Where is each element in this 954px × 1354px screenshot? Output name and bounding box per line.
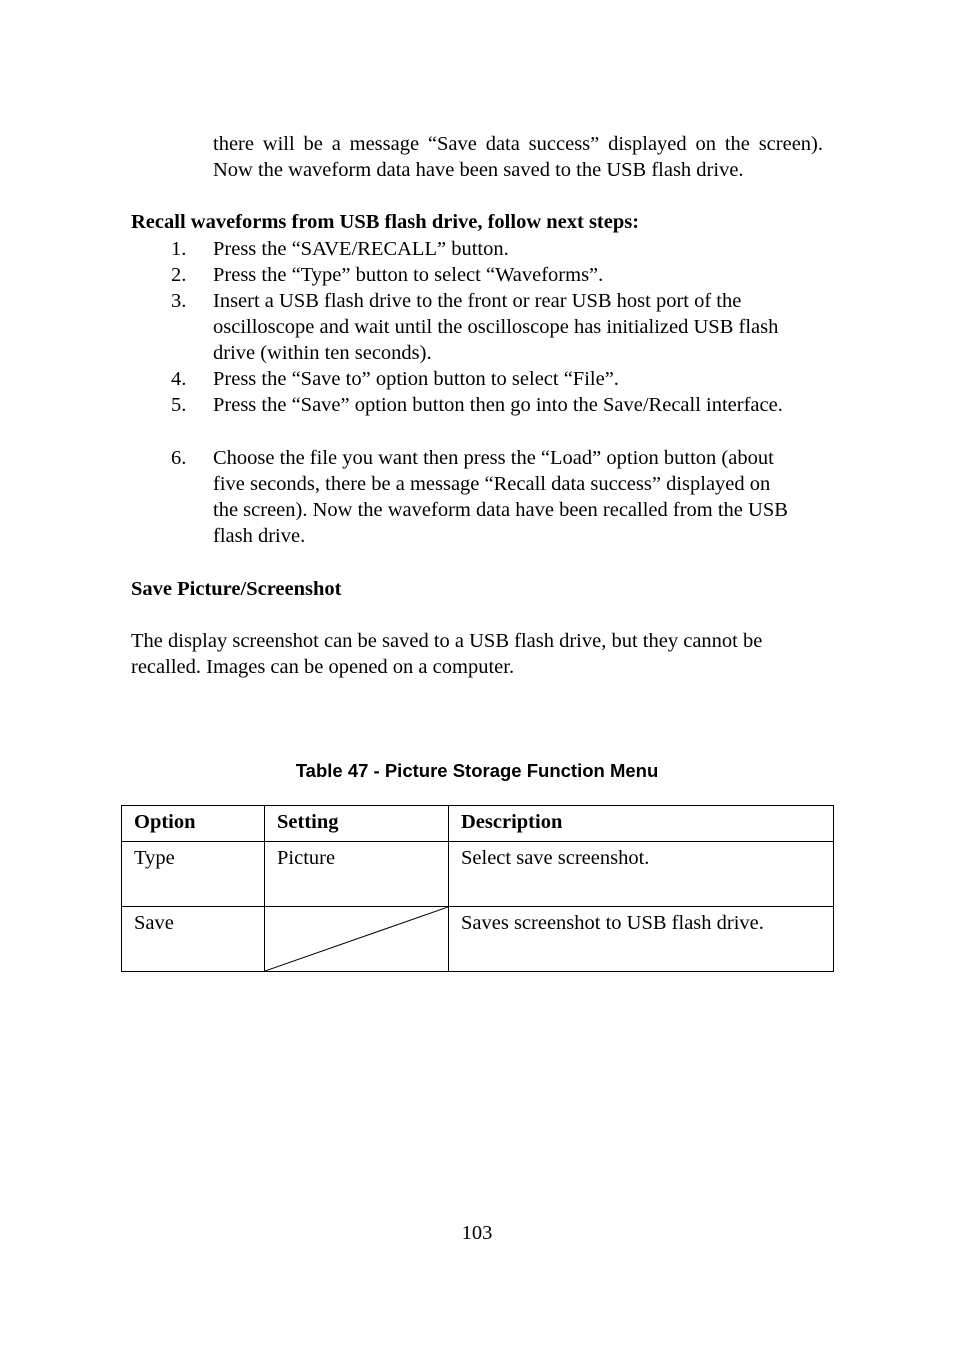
cell-setting: Picture [265,842,449,907]
step-number: 1. [171,238,187,260]
step-number: 4. [171,368,187,390]
page-number: 103 [461,1222,493,1244]
step-text: Press the “Type” button to select “Waveforms”. [213,264,604,286]
table-caption: Table 47 - Picture Storage Function Menu [295,760,659,781]
table-row [122,907,834,972]
cell-description: Saves screenshot to USB flash drive. [449,907,834,972]
picture-storage-table [121,805,834,972]
step-text: Press the “SAVE/RECALL” button. [213,238,509,260]
step-number: 3. [171,290,187,312]
save-picture-heading: Save Picture/Screenshot [131,578,342,600]
continuation-paragraph: there will be a message “Save data success” displayed on the screen). Now the waveform data have been saved to the USB flash drive. [213,133,823,181]
save-picture-paragraph: The display screenshot can be saved to a USB flash drive, but they cannot be recalled. Images can be opened on a computer. [131,630,763,678]
step-text: Insert a USB flash drive to the front or rear USB host port of the oscilloscope and wait until the oscilloscope has initialized USB flash drive (within ten seconds). [213,290,779,364]
step-number: 2. [171,264,187,286]
header-setting: Setting [265,806,449,842]
table-row [122,842,834,907]
step-text: Choose the file you want then press the “Load” option button (about five seconds, there be a message “Recall data success” displayed on the screen). Now the waveform data have been recalled from the USB flash drive. [213,447,788,547]
step-text: Press the “Save to” option button to select “File”. [213,368,619,390]
table-header-row [122,806,834,842]
cell-description: Select save screenshot. [449,842,834,907]
cell-setting-not-applicable [265,907,449,972]
cell-option: Save [122,907,265,972]
diagonal-slash [265,907,448,971]
step-number: 6. [171,447,187,469]
step-number: 5. [171,394,187,416]
header-option: Option [122,806,265,842]
recall-heading: Recall waveforms from USB flash drive, follow next steps: [131,211,640,233]
step-text: Press the “Save” option button then go into the Save/Recall interface. [213,394,783,416]
header-description: Description [449,806,834,842]
cell-option: Type [122,842,265,907]
